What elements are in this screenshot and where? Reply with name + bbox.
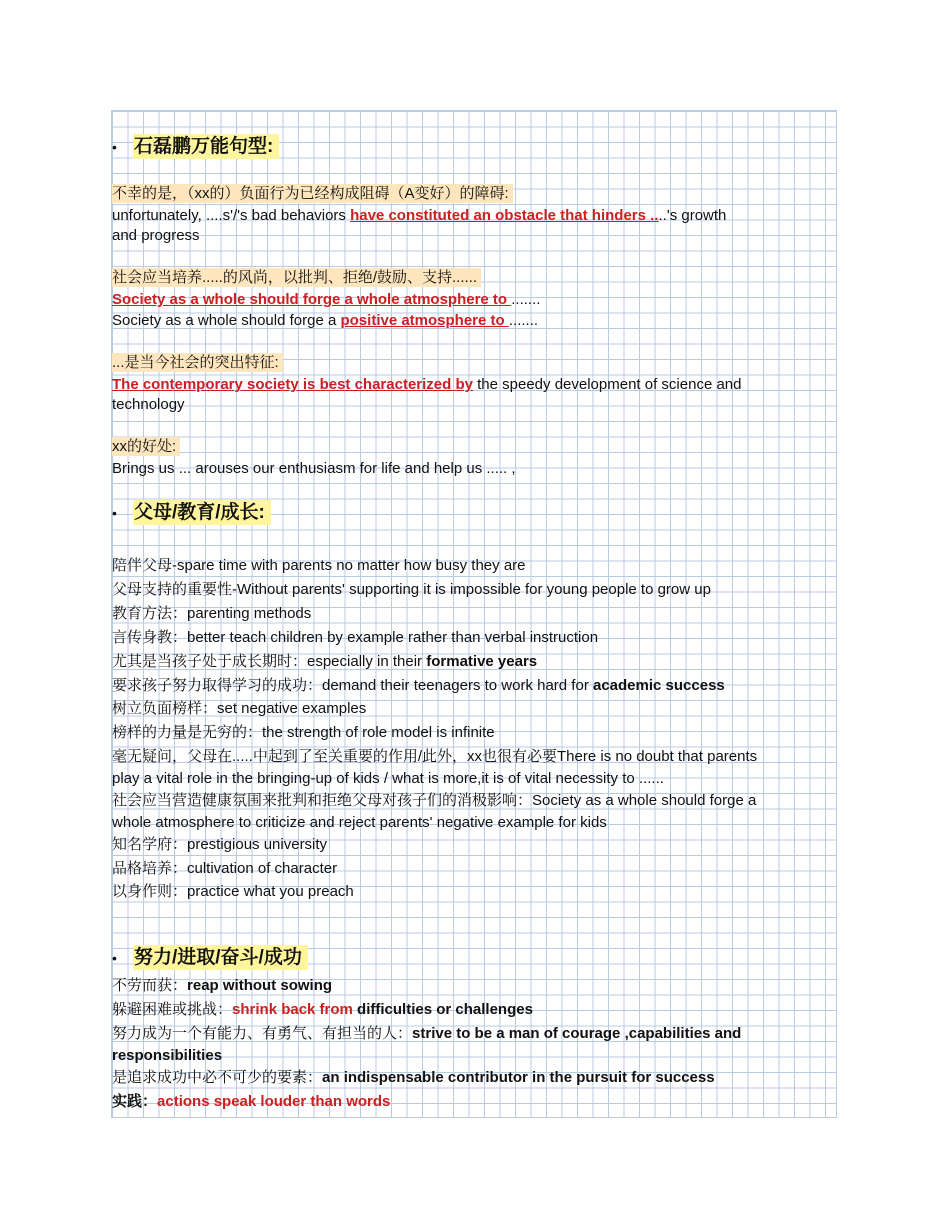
bullet-icon: •	[112, 950, 117, 966]
parents-line-12: whole atmosphere to criticize and reject parents' negative example for kids	[112, 814, 607, 831]
formula-4-english-line-1: Brings us ... arouses our enthusiasm for life and help us ..... ,	[112, 460, 516, 477]
parents-line-15: 以身作则：practice what you preach	[112, 883, 354, 900]
effort-line-1: 不劳而获：reap without sowing	[112, 977, 333, 994]
formula-2-english-line-2: Society as a whole should forge a positive atmosphere to .......	[112, 312, 539, 329]
parents-line-11: 社会应当营造健康氛围来批判和拒绝父母对孩子们的消极影响：Society as a whole should forge a	[112, 792, 757, 809]
effort-line-6: 实践：actions speak louder than words	[112, 1093, 391, 1110]
parents-line-7: 树立负面榜样：set negative examples	[112, 700, 367, 717]
parents-line-6: 要求孩子努力取得学习的成功：demand their teenagers to work hard for academic success	[112, 677, 725, 694]
effort-line-4: responsibilities	[112, 1047, 223, 1064]
formula-3-chinese: ...是当今社会的突出特征:	[112, 353, 283, 373]
formula-3-english-line-2: technology	[112, 396, 185, 413]
parents-line-5: 尤其是当孩子处于成长期时：especially in their formative years	[112, 653, 538, 670]
parents-line-3: 教育方法：parenting methods	[112, 605, 312, 622]
formula-4-chinese: xx的好处:	[112, 437, 180, 457]
effort-line-5: 是追求成功中必不可少的要素：an indispensable contributor in the pursuit for success	[112, 1069, 715, 1086]
effort-line-3: 努力成为一个有能力、有勇气、有担当的人：strive to be a man of courage ,capabilities and	[112, 1025, 742, 1042]
section-heading-parents	[112, 500, 271, 526]
formula-3-english-line-1: The contemporary society is best characterized by the speedy development of science and	[112, 376, 742, 393]
parents-line-13: 知名学府：prestigious university	[112, 836, 328, 853]
heading-text: 父母/教育/成长:	[133, 500, 271, 525]
heading-text: 努力/进取/奋斗/成功	[133, 945, 308, 970]
bullet-icon: •	[112, 139, 117, 155]
section-heading-effort	[112, 945, 308, 971]
effort-line-2: 躲避困难或挑战：shrink back from difficulties or challenges	[112, 1001, 533, 1018]
bullet-icon: •	[112, 505, 117, 521]
formula-1-english-line-1: unfortunately, ....s'/'s bad behaviors have constituted an obstacle that hinders ....'s growth	[112, 207, 727, 224]
parents-line-10: play a vital role in the bringing-up of kids / what is more,it is of vital necessity to ......	[112, 770, 664, 787]
section-heading-formulas	[112, 134, 279, 160]
formula-1-english-line-2: and progress	[112, 227, 200, 244]
formula-1-chinese: 不幸的是，（xx的）负面行为已经构成阻碍（A变好）的障碍:	[112, 184, 513, 204]
parents-line-8: 榜样的力量是无穷的：the strength of role model is infinite	[112, 724, 495, 741]
parents-line-2: 父母支持的重要性-Without parents' supporting it is impossible for young people to grow up	[112, 581, 711, 598]
heading-text: 石磊鹏万能句型:	[133, 134, 279, 159]
parents-line-4: 言传身教：better teach children by example rather than verbal instruction	[112, 629, 599, 646]
parents-line-14: 品格培养：cultivation of character	[112, 860, 338, 877]
parents-line-1: 陪伴父母-spare time with parents no matter how busy they are	[112, 557, 526, 574]
formula-2-english-line-1: Society as a whole should forge a whole atmosphere to .......	[112, 291, 541, 308]
formula-2-chinese: 社会应当培养.....的风尚，以批判、拒绝/鼓励、支持......	[112, 268, 481, 288]
parents-line-9: 毫无疑问，父母在.....中起到了至关重要的作用/此外，xx也很有必要There is no doubt that parents	[112, 748, 758, 765]
